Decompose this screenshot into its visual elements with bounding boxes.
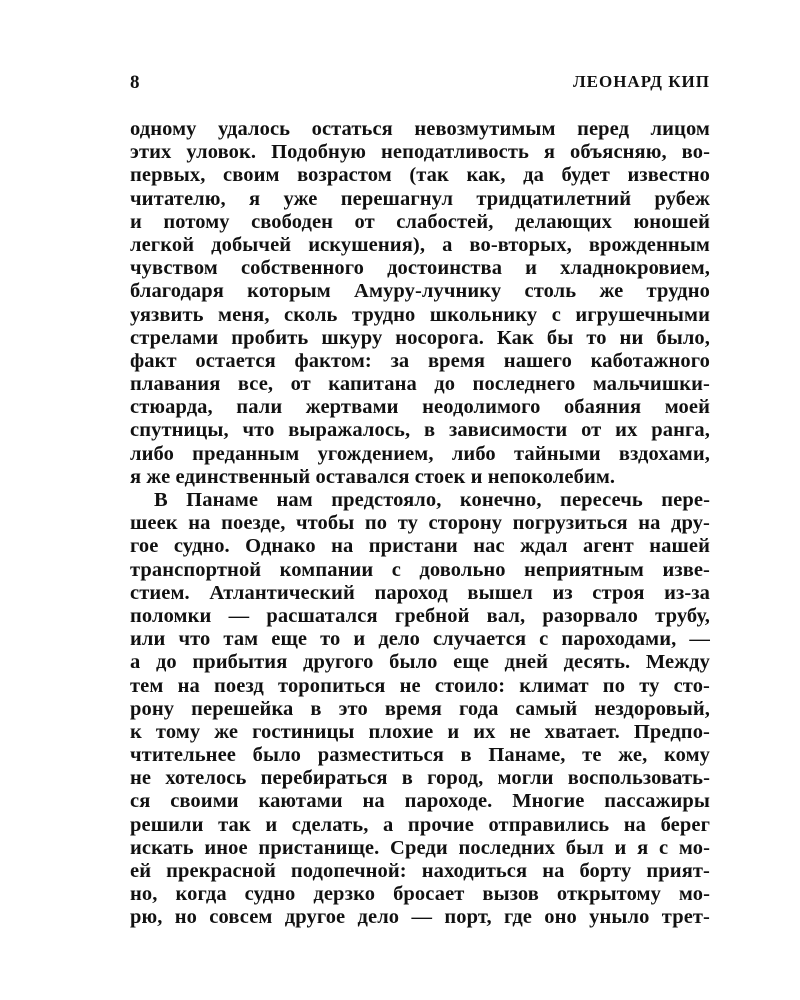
- body-text: [130, 118, 710, 930]
- text-line: благодаря которым Амуру-лучнику столь же трудно: [130, 280, 710, 303]
- text-line: и потому свободен от слабостей, делающих юношей: [130, 210, 710, 233]
- text-line: гое судно. Однако на пристани нас ждал агент нашей: [130, 535, 710, 558]
- paragraph-end-line: я же единственный оставался стоек и непоколебим.: [130, 465, 616, 488]
- text-line: к тому же гостиницы плохие и их не хватает. Предпо-: [130, 720, 710, 743]
- text-line: а до прибытия другого было еще дней десять. Между: [130, 651, 710, 674]
- text-line: легкой добычей искушения), а во-вторых, врожденным: [130, 233, 710, 256]
- running-header: [130, 72, 710, 98]
- text-line: но, когда судно дерзко бросает вызов открытому мо-: [130, 883, 710, 906]
- text-line: стрелами пробить шкуру носорога. Как бы то ни было,: [130, 326, 710, 349]
- paragraph-start-line: В Панаме нам предстояло, конечно, пересечь пере-: [154, 489, 710, 511]
- page-number: 8: [130, 72, 140, 93]
- text-line: ей прекрасной подопечной: находиться на борту прият-: [130, 860, 710, 882]
- text-line: рону перешейка в это время года самый нездоровый,: [130, 697, 710, 720]
- text-line: чтительнее было разместиться в Панаме, те же, кому: [130, 744, 710, 767]
- text-line: поломки — расшатался гребной вал, разорвало трубу,: [130, 604, 710, 627]
- text-line: спутницы, что выражалось, в зависимости от их ранга,: [130, 419, 710, 442]
- text-line: ся своими каютами на пароходе. Многие пассажиры: [130, 790, 710, 813]
- text-line: факт остается фактом: за время нашего каботажного: [130, 349, 710, 372]
- text-line: или что там еще то и дело случается с пароходами, —: [130, 628, 710, 651]
- running-head-author: ЛЕОНАРД КИП: [572, 72, 710, 91]
- text-line: тем на поезд торопиться не стоило: климат по ту сто-: [130, 674, 710, 697]
- text-line: решили так и сделать, а прочие отправились на берег: [130, 813, 710, 836]
- text-line: чувством собственного достоинства и хладнокровием,: [130, 257, 710, 280]
- text-line: не хотелось перебираться в город, могли воспользовать-: [130, 767, 710, 790]
- text-line: транспортной компании с довольно неприятным изве-: [130, 558, 710, 581]
- text-line: стюарда, пали жертвами неодолимого обаяния моей: [130, 396, 710, 419]
- text-line: первых, своим возрастом (так как, да будет известно: [130, 164, 710, 187]
- text-line: искать иное пристанище. Среди последних был и я с мо-: [130, 836, 710, 859]
- text-line: стием. Атлантический пароход вышел из строя из-за: [130, 581, 710, 604]
- text-line: либо преданным угождением, либо тайными вздохами,: [130, 442, 710, 465]
- text-line: читателю, я уже перешагнул тридцатилетний рубеж: [130, 187, 710, 210]
- text-line: уязвить меня, сколь трудно школьнику с игрушечными: [130, 303, 710, 326]
- text-line: одному удалось остаться невозмутимым перед лицом: [130, 118, 710, 140]
- text-line: этих уловок. Подобную неподатливость я объясняю, во-: [130, 141, 710, 164]
- text-line: рю, но совсем другое дело — порт, где оно уныло трет-: [130, 906, 710, 929]
- text-line: плавания все, от капитана до последнего мальчишки-: [130, 373, 710, 396]
- text-line: шеек на поезде, чтобы по ту сторону погрузиться на дру-: [130, 512, 710, 535]
